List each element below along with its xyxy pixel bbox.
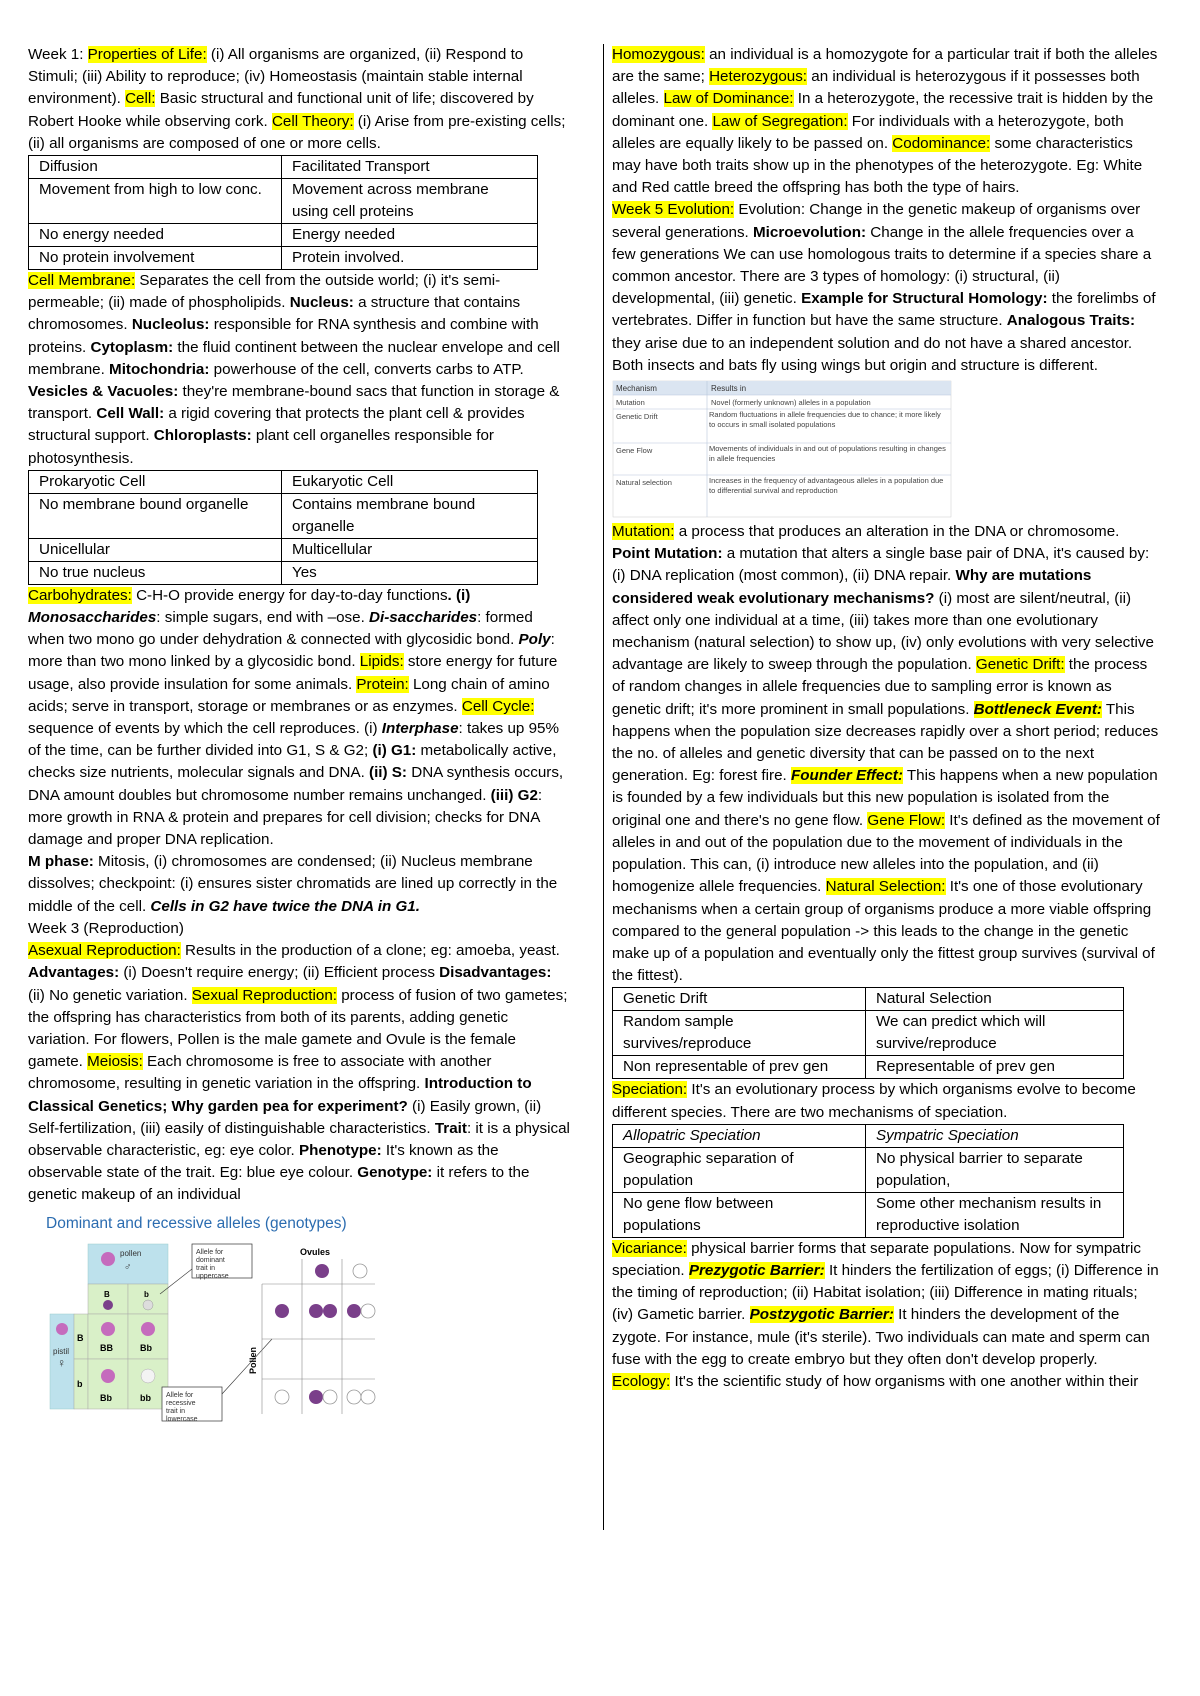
table-row bbox=[29, 247, 538, 270]
term-microevolution: Microevolution: bbox=[753, 223, 867, 241]
ovule-dot bbox=[353, 1264, 367, 1278]
term-speciation: Speciation: bbox=[612, 1081, 688, 1099]
term-s-phase: (ii) S: bbox=[369, 764, 407, 782]
mech-cell: Gene Flow bbox=[616, 446, 653, 456]
offspring-dot bbox=[323, 1304, 337, 1318]
right-column bbox=[612, 44, 1160, 1393]
term-properties-of-life: Properties of Life: bbox=[87, 46, 207, 63]
mech-header: Mechanism bbox=[616, 384, 657, 394]
term-protein: Protein: bbox=[356, 675, 409, 693]
table-header-cell: Sympatric Speciation bbox=[866, 1124, 1124, 1147]
term-codominance: Codominance: bbox=[892, 134, 991, 152]
table-cell: Representable of prev gen bbox=[866, 1056, 1124, 1079]
term-g2: G2 bbox=[517, 786, 538, 804]
pollen-dot bbox=[275, 1304, 289, 1318]
allele-B-label: B bbox=[104, 1289, 110, 1299]
table-cell: Multicellular bbox=[282, 538, 538, 561]
offspring-dot bbox=[347, 1390, 361, 1404]
callout-line-text: Allele for bbox=[166, 1391, 194, 1399]
term-vicariance: Vicariance: bbox=[612, 1239, 687, 1257]
male-symbol: ♂ bbox=[124, 1261, 132, 1273]
table-cell: Random sample survives/reproduce bbox=[613, 1011, 866, 1056]
term-vesicles: Vesicles & Vacuoles: bbox=[28, 383, 179, 401]
flower-icon bbox=[101, 1322, 115, 1336]
speciation-table bbox=[612, 1124, 1124, 1238]
table-cell: No true nucleus bbox=[29, 561, 282, 584]
ovule-dot bbox=[315, 1264, 329, 1278]
pollen-dot bbox=[275, 1390, 289, 1404]
paragraph-genetics-laws: Homozygous: an individual is a homozygote for a particular trait if both the alleles are the same; Heterozygous: an individual is heterozygous if it possesses both alleles. Law of Dominance: In a heterozygote, the recessive trait is hidden by the dominant one. Law of Segregation: For individuals with a heterozygote, both alleles are equally likely to be passed on. Codominance: some characteristics may have both traits show up in the phenotypes of the heterozygote. Eg: White and Red cattle breed the offspring has both the type of hairs. bbox=[612, 46, 1158, 197]
table-header-row bbox=[29, 470, 538, 493]
term-nucleus: Nucleus: bbox=[289, 294, 354, 312]
mech-cell: Increases in the frequency of advantageous alleles in a population due to differential survival and reproduction bbox=[709, 476, 944, 495]
mech-cell-wrap bbox=[709, 444, 949, 475]
term-bottleneck-event: Bottleneck Event: bbox=[973, 700, 1102, 718]
table-header-row bbox=[613, 988, 1124, 1011]
paragraph-week1: Week 1: Properties of Life: (i) All organisms are organized, (ii) Respond to Stimuli; (iii) Ability to reproduce; (iv) Homeostasis (maintain stable internal environment). Cell: Basic structural and functional unit of life; discovered by Robert Hooke while observing cork. Cell Theory: (i) Arise from pre-existing cells; (ii) all organisms are composed of one or more cells. bbox=[28, 46, 566, 152]
paragraph-m-phase: M phase: Mitosis, (i) chromosomes are condensed; (ii) Nucleus membrane dissolves; checkpoint: (i) ensures sister chromatids are lined up correctly in the middle of the cell. Cells in G2 have twice the DNA in G1. bbox=[28, 853, 558, 915]
flower-icon bbox=[56, 1323, 68, 1335]
table-row bbox=[29, 224, 538, 247]
week-label: Week 1: bbox=[28, 46, 88, 63]
term-trait: Trait bbox=[434, 1119, 467, 1137]
table-cell: No membrane bound organelle bbox=[29, 493, 282, 538]
table-cell: Movement across membrane using cell proteins bbox=[282, 179, 538, 224]
table-header-row bbox=[29, 156, 538, 179]
paragraph-reproduction: Asexual Reproduction: Results in the production of a clone; eg: amoeba, yeast. Advantages: (i) Doesn't require energy; (ii) Efficient process Disadvantages: (ii) No genetic variation. Sexual Reproduction: process of fusion of two gametes; the offspring has characteristics from both of its parents, adding genetic variation. For flowers, Pollen is the male gamete and Ovule is the female gamete. Meiosis: Each chromosome is free to associate with another chromosome, resulting in genetic variation in the offspring. Introduction to Classical Genetics; Why garden pea for experiment? (i) Easily grown, (ii) Self-fertilization, (iii) easily of distinguishable characteristics. Trait: it is a physical observable characteristic, eg: eye color. Phenotype: It's known as the observable state of the trait. Eg: blue eye colour. Genotype: it refers to the genetic makeup of an individual bbox=[28, 942, 570, 1204]
term-genetic-drift: Genetic Drift: bbox=[975, 656, 1065, 674]
table-cell: Geographic separation of population bbox=[613, 1147, 866, 1192]
table-header-cell: Natural Selection bbox=[866, 988, 1124, 1011]
table-row bbox=[29, 179, 538, 224]
table-cell: Protein involved. bbox=[282, 247, 538, 270]
table-cell: Energy needed bbox=[282, 224, 538, 247]
term-mitochondria: Mitochondria: bbox=[109, 360, 210, 378]
prokaryote-table bbox=[28, 470, 538, 585]
term-m-phase: M phase: bbox=[28, 853, 94, 871]
term-homozygous: Homozygous: bbox=[612, 46, 705, 63]
term-chloroplasts: Chloroplasts: bbox=[153, 427, 252, 445]
ovules-label: Ovules bbox=[300, 1246, 331, 1257]
table-cell: No protein involvement bbox=[29, 247, 282, 270]
left-column bbox=[28, 44, 570, 1424]
term-cell-cycle: Cell Cycle: bbox=[461, 697, 535, 715]
term-founder-effect: Founder Effect: bbox=[790, 767, 903, 785]
offspring-dot bbox=[323, 1390, 337, 1404]
pollen-label: pollen bbox=[120, 1248, 142, 1258]
genotype-label: Bb bbox=[140, 1342, 152, 1353]
term-mutation: Mutation: bbox=[612, 523, 675, 541]
mech-cell: Movements of individuals in and out of populations resulting in changes in allele frequencies bbox=[709, 444, 946, 463]
table-header-cell: Diffusion bbox=[29, 156, 282, 179]
punnett-square-figure bbox=[40, 1239, 380, 1424]
term-weak-mechanisms: Why are mutations considered weak evolutionary mechanisms? bbox=[612, 567, 1092, 607]
table-header-cell: Prokaryotic Cell bbox=[29, 470, 282, 493]
callout-line-text: recessive bbox=[166, 1399, 196, 1407]
mech-cell: Random fluctuations in allele frequencies due to chance; it more likely to occurs in small isolated populations bbox=[709, 410, 941, 429]
column-divider bbox=[603, 44, 604, 1530]
term-analogous-traits: Analogous Traits: bbox=[1006, 312, 1136, 330]
callout-line-text: dominant bbox=[196, 1256, 225, 1264]
paragraph-macromolecules: Carbohydrates: C-H-O provide energy for day-to-day functions. (i) Monosaccharides: simple sugars, end with –ose. Di-saccharides: formed when two mono go under dehydration & connected with glycosidic bond. Poly: more than two mono linked by a glycosidic bond. Lipids: store energy for future usage, also provide insulation for some animals. Protein: Long chain of amino acids; serve in transport, storage or membranes or as enzymes. Cell Cycle: sequence of events by which the cell reproduces. (i) Interphase: takes up 95% of the time, can be further divided into G1, S & G2; (i) G1: metabolically active, checks size nutrients, molecular signals and DNA. (ii) S: DNA synthesis occurs, DNA amount doubles but chromosome number remains unchanged. (iii) G2: more growth in RNA & protein and prepares for cell division; checks for DNA damage and proper DNA replication. bbox=[28, 586, 564, 849]
term-phenotype: Phenotype: bbox=[298, 1141, 382, 1159]
table-cell: No physical barrier to separate population, bbox=[866, 1147, 1124, 1192]
callout-line-text: trait in bbox=[166, 1407, 186, 1415]
offspring-dot bbox=[309, 1304, 323, 1318]
term-disaccharides: Di-saccharides bbox=[369, 609, 478, 627]
heading-week3: Week 3 (Reproduction) bbox=[28, 919, 184, 937]
mech-cell: Natural selection bbox=[616, 478, 672, 488]
term-natural-selection: Natural Selection: bbox=[825, 878, 946, 896]
table-header-cell: Facilitated Transport bbox=[282, 156, 538, 179]
term-meiosis: Meiosis: bbox=[87, 1053, 143, 1071]
term-structural-homology: Example for Structural Homology: bbox=[801, 290, 1048, 308]
genotype-label: Bb bbox=[100, 1392, 112, 1403]
term-lipids: Lipids: bbox=[359, 653, 404, 671]
term-sexual-reproduction: Sexual Reproduction: bbox=[191, 986, 337, 1004]
table-row bbox=[29, 561, 538, 584]
term-cell-theory: Cell Theory: bbox=[271, 112, 354, 130]
female-symbol: ♀ bbox=[57, 1355, 66, 1370]
table-header-cell: Genetic Drift bbox=[613, 988, 866, 1011]
term-week5-evolution: Week 5 Evolution: bbox=[612, 201, 735, 219]
offspring-dot bbox=[361, 1390, 375, 1404]
flower-icon bbox=[141, 1369, 155, 1383]
term-disadvantages: Disadvantages: bbox=[439, 964, 552, 982]
table-row bbox=[613, 1192, 1124, 1237]
flower-icon bbox=[101, 1252, 115, 1266]
table-header-cell: Allopatric Speciation bbox=[613, 1124, 866, 1147]
table-row bbox=[29, 493, 538, 538]
pistil-label: pistil bbox=[53, 1346, 70, 1356]
term-postzygotic-barrier: Postzygotic Barrier: bbox=[749, 1306, 894, 1324]
term-gene-flow: Gene Flow: bbox=[867, 811, 946, 829]
term-heterozygous: Heterozygous: bbox=[709, 68, 808, 86]
term-classical-genetics: Introduction to Classical Genetics; Why garden pea for experiment? bbox=[28, 1075, 532, 1115]
term-cytoplasm: Cytoplasm: bbox=[90, 338, 174, 356]
paragraph-barriers: Vicariance: physical barrier forms that separate populations. Now for sympatric speciation. Prezygotic Barrier: It hinders the fertilization of eggs; (i) Difference in the timing of reproduction; (ii) Habitat isolation; (iii) Difference in mating rituals; (iv) Gametic barrier. Postzygotic Barrier: It hinders the development of the zygote. For instance, mule (it's sterile). Two individuals can mate and sperm can fuse with the egg to create embryo but they often don't develop properly. Ecology: It's the scientific study of how organisms with one another within their bbox=[612, 1239, 1159, 1390]
paragraph-cell-parts: Cell Membrane: Separates the cell from the outside world; (i) it's semi-permeable; (ii) made of phospholipids. Nucleus: a structure that contains chromosomes. Nucleolus: responsible for RNA synthesis and combine with proteins. Cytoplasm: the fluid continent between the nuclear envelope and cell membrane. Mitochondria: powerhouse of the cell, converts carbs to ATP. Vesicles & Vacuoles: they're membrane-bound sacs that function in storage & transport. Cell Wall: a rigid covering that protects the plant cell & provides structural support. Chloroplasts: plant cell organelles responsible for photosynthesis. bbox=[28, 272, 560, 467]
drift-selection-table bbox=[612, 987, 1124, 1079]
allele-b-label: b bbox=[77, 1378, 83, 1389]
mech-cell-wrap bbox=[709, 476, 949, 516]
paragraph-speciation: Speciation: It's an evolutionary process by which organisms evolve to become different species. There are two mechanisms of speciation. bbox=[612, 1081, 1136, 1121]
table-row bbox=[613, 1056, 1124, 1079]
table-cell: No gene flow between populations bbox=[613, 1192, 866, 1237]
genotype-label: BB bbox=[100, 1342, 113, 1353]
paragraph-mutation: Mutation: a process that produces an alteration in the DNA or chromosome. Point Mutation: a mutation that alters a single base pair of DNA, it's caused by: (i) DNA replication (most common), (ii) DNA repair. Why are mutations considered weak evolutionary mechanisms? (i) most are silent/neutral, (ii) affect only one individual at a time, (iii) takes more than one evolutionary mechanism (natural selection) to show up, (iv) only evolutions with very selective advantage are likely to sweep through the population. Genetic Drift: the process of random changes in allele frequencies due to sampling error is known as genetic drift; it's more prominent in small populations. Bottleneck Event: This happens when the population size decreases rapidly over a short period; reduces the no. of alleles and genetic diversity that can be passed on to the next generation. Eg: forest fire. Founder Effect: This happens when a new population is founded by a few individuals but this new population is isolated from the original one and there's no gene flow. Gene Flow: It's defined as the movement of alleles in and out of the population due to the movement of individuals in the population. This can, (i) introduce new alleles into the population, and (ii) homogenize allele frequencies. Natural Selection: It's one of those evolutionary mechanisms when a certain group of organisms produce a more viable offspring compared to the general population -> this leads to the change in the genetic make up of a population and eventually only the fittest group survives (survival of the fittest). bbox=[612, 523, 1160, 985]
diffusion-table bbox=[28, 155, 538, 270]
allele-dot bbox=[143, 1300, 153, 1310]
mech-header: Results in bbox=[711, 384, 747, 394]
flower-icon bbox=[101, 1369, 115, 1383]
pollen-side-label: Pollen bbox=[248, 1346, 258, 1374]
offspring-dot bbox=[347, 1304, 361, 1318]
table-header-cell: Eukaryotic Cell bbox=[282, 470, 538, 493]
term-monosaccharides: Monosaccharides bbox=[28, 609, 157, 627]
genotype-label: bb bbox=[140, 1392, 151, 1403]
table-cell: Unicellular bbox=[29, 538, 282, 561]
table-cell: Some other mechanism results in reproductive isolation bbox=[866, 1192, 1124, 1237]
table-row bbox=[613, 1011, 1124, 1056]
mech-cell: Genetic Drift bbox=[616, 412, 658, 422]
mech-cell: Novel (formerly unknown) alleles in a population bbox=[711, 398, 871, 408]
allele-B-label: B bbox=[77, 1332, 84, 1343]
mech-cell-wrap bbox=[709, 410, 949, 443]
table-cell: No energy needed bbox=[29, 224, 282, 247]
allele-b-label: b bbox=[144, 1289, 149, 1299]
figure-title: Dominant and recessive alleles (genotypes) bbox=[46, 1214, 347, 1232]
table-cell: Non representable of prev gen bbox=[613, 1056, 866, 1079]
table-row bbox=[29, 538, 538, 561]
mechanism-table-image bbox=[612, 379, 952, 519]
callout-line bbox=[222, 1339, 272, 1394]
offspring-dot bbox=[309, 1390, 323, 1404]
term-interphase: Interphase bbox=[381, 720, 459, 738]
allele-dot bbox=[103, 1300, 113, 1310]
term-genotype: Genotype: bbox=[357, 1164, 433, 1182]
term-cell-wall: Cell Wall: bbox=[96, 405, 165, 423]
term-g1: (i) G1: bbox=[372, 742, 417, 760]
term-law-of-dominance: Law of Dominance: bbox=[663, 90, 794, 108]
callout-line-text: lowercase bbox=[166, 1415, 198, 1423]
term-cell: Cell: bbox=[125, 90, 156, 108]
term-poly: Poly bbox=[518, 631, 551, 649]
term-cell-membrane: Cell Membrane: bbox=[28, 272, 136, 290]
term-ecology: Ecology: bbox=[612, 1372, 671, 1390]
table-cell: Contains membrane bound organelle bbox=[282, 493, 538, 538]
flower-icon bbox=[141, 1322, 155, 1336]
table-cell: Yes bbox=[282, 561, 538, 584]
table-cell: Movement from high to low conc. bbox=[29, 179, 282, 224]
term-carbohydrates: Carbohydrates: bbox=[28, 586, 132, 604]
term-nucleolus: Nucleolus: bbox=[131, 316, 210, 334]
table-cell: We can predict which will survive/reproduce bbox=[866, 1011, 1124, 1056]
offspring-dot bbox=[361, 1304, 375, 1318]
term-prezygotic-barrier: Prezygotic Barrier: bbox=[688, 1261, 825, 1279]
term-advantages: Advantages: bbox=[28, 964, 120, 982]
callout-line-text: Allele for bbox=[196, 1248, 224, 1256]
term-asexual-reproduction: Asexual Reproduction: bbox=[28, 942, 181, 960]
term-law-of-segregation: Law of Segregation: bbox=[712, 112, 848, 130]
callout-line-text: uppercase bbox=[196, 1272, 229, 1280]
mech-cell: Mutation bbox=[616, 398, 645, 408]
paragraph-evolution: Week 5 Evolution: Evolution: Change in the genetic makeup of organisms over several generations. Microevolution: Change in the allele frequencies over a few generations We can use homologous traits to determine if a species share a common ancestor. There are 3 types of homology: (i) structural, (ii) developmental, (iii) genetic. Example for Structural Homology: the forelimbs of vertebrates. Differ in function but have the same structure. Analogous Traits: they arise due to an independent solution and do not have a shared ancestor. Both insects and bats fly using wings but origin and structure is different. bbox=[612, 201, 1156, 374]
callout-line-text: trait in bbox=[196, 1264, 216, 1272]
term-point-mutation: Point Mutation: bbox=[612, 545, 723, 563]
table-row bbox=[613, 1147, 1124, 1192]
table-header-row bbox=[613, 1124, 1124, 1147]
mech-table-header bbox=[613, 381, 951, 395]
